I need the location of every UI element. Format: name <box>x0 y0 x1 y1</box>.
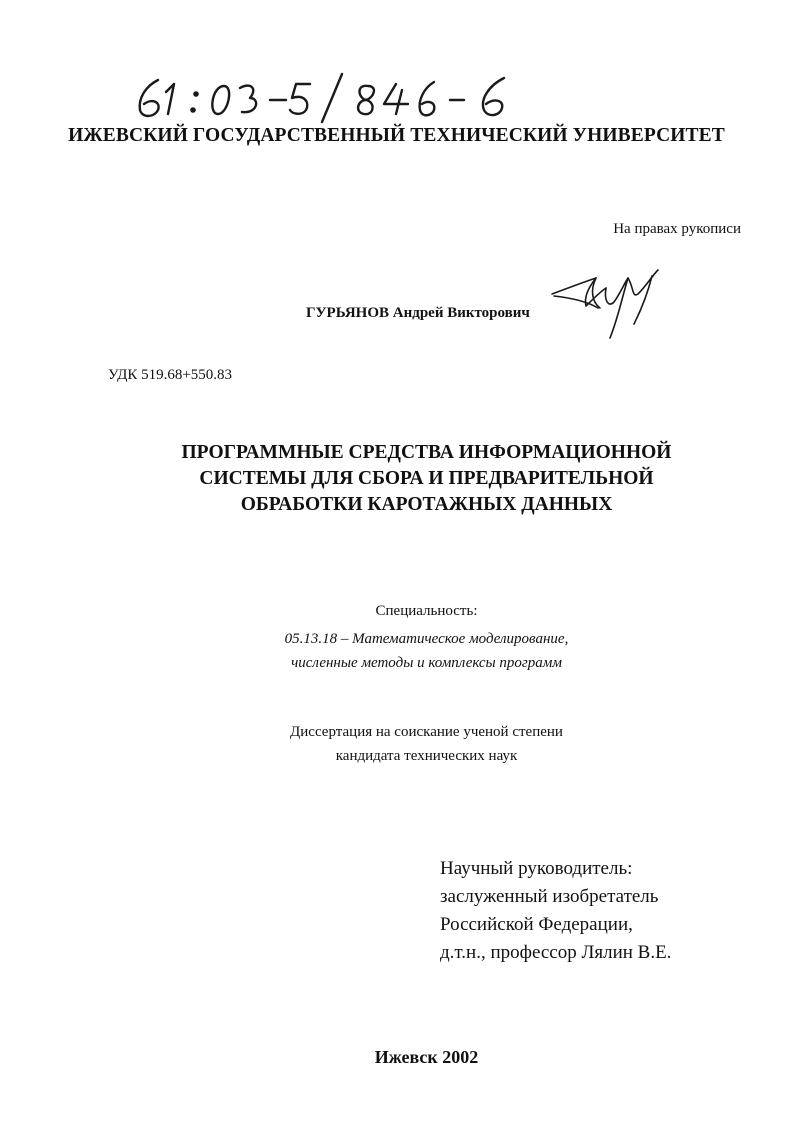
handwritten-archive-code <box>128 72 558 124</box>
author-signature <box>548 268 668 343</box>
specialty-line: 05.13.18 – Математическое моделирование, <box>284 631 569 647</box>
supervisor-line: Российской Федерации, <box>440 914 633 935</box>
specialty-label: Специальность: <box>375 603 478 619</box>
dissertation-title <box>0 440 793 518</box>
rights-note: На правах рукописи <box>613 221 741 237</box>
degree-line: Диссертация на соискание ученой степени <box>290 724 563 740</box>
supervisor-line: д.т.н., профессор Лялин В.Е. <box>440 942 672 963</box>
author-name: ГУРЬЯНОВ Андрей Викторович <box>306 305 530 321</box>
city-year: Ижевск 2002 <box>374 1047 479 1067</box>
title-line: СИСТЕМЫ ДЛЯ СБОРА И ПРЕДВАРИТЕЛЬНОЙ <box>199 468 654 489</box>
udk-code: УДК 519.68+550.83 <box>108 367 233 383</box>
specialty-line: численные методы и комплексы программ <box>291 655 562 671</box>
supervisor-line: заслуженный изобретатель <box>440 886 659 907</box>
specialty-value <box>0 627 793 675</box>
university-name: ИЖЕВСКИЙ ГОСУДАРСТВЕННЫЙ ТЕХНИЧЕСКИЙ УНИВЕРСИТЕТ <box>68 125 725 146</box>
degree-line: кандидата технических наук <box>335 748 518 764</box>
title-line: ОБРАБОТКИ КАРОТАЖНЫХ ДАННЫХ <box>240 494 613 515</box>
degree-statement <box>0 720 793 768</box>
supervisor-line: Научный руководитель: <box>440 858 633 879</box>
supervisor-block <box>440 855 671 967</box>
title-line: ПРОГРАММНЫЕ СРЕДСТВА ИНФОРМАЦИОННОЙ <box>181 442 672 463</box>
